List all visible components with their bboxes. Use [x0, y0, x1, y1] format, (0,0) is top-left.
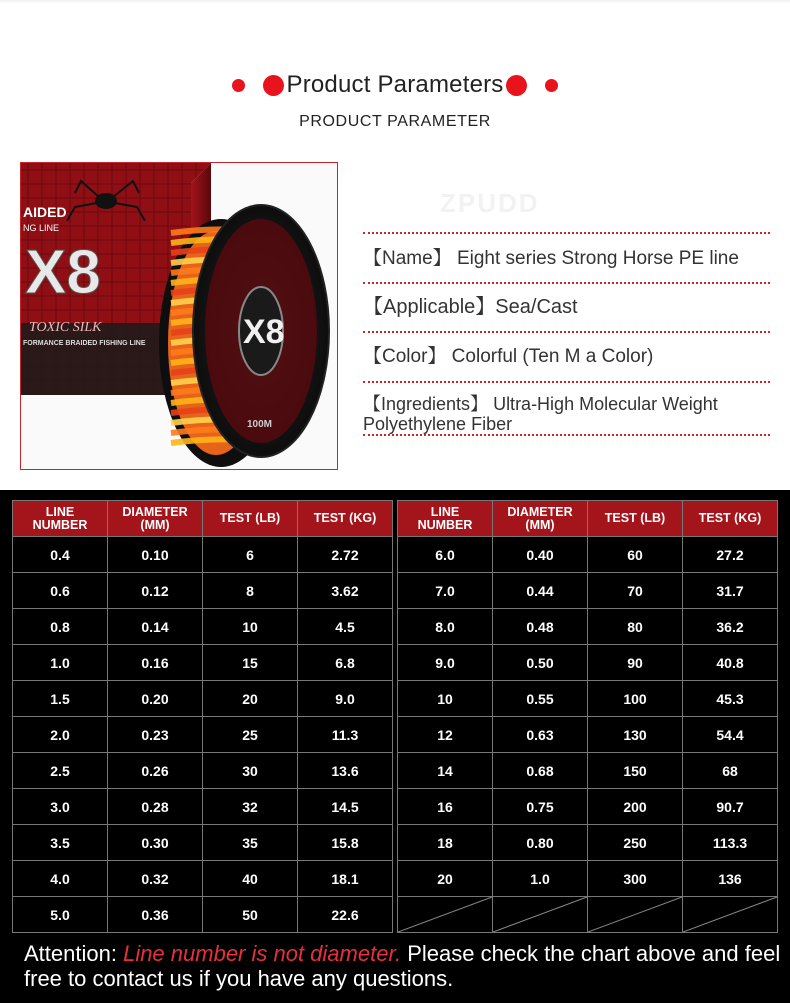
table-cell: 16	[398, 789, 493, 825]
table-cell: 27.2	[683, 537, 778, 573]
spec-table-panel	[0, 490, 790, 1003]
table-cell: 40	[203, 861, 298, 897]
attention-highlight: Line number is not diameter.	[123, 941, 402, 966]
page-title: Product Parameters	[286, 71, 504, 98]
table-cell: 40.8	[683, 645, 778, 681]
param-divider	[363, 434, 770, 436]
header-cell: DIAMETER (MM)	[493, 501, 588, 537]
table-cell: 30	[203, 753, 298, 789]
empty-cell	[493, 897, 588, 933]
table-cell: 130	[588, 717, 683, 753]
table-cell: 10	[398, 681, 493, 717]
table-cell: 25	[203, 717, 298, 753]
table-cell: 0.12	[108, 573, 203, 609]
header-cell: TEST (LB)	[203, 501, 298, 537]
table-cell: 0.80	[493, 825, 588, 861]
param-ingredients	[363, 394, 773, 434]
param-divider	[363, 282, 770, 284]
table-cell: 0.16	[108, 645, 203, 681]
table-cell: 0.28	[108, 789, 203, 825]
param-divider	[363, 381, 770, 383]
table-cell: 45.3	[683, 681, 778, 717]
table-cell: 0.6	[13, 573, 108, 609]
empty-cell	[398, 897, 493, 933]
table-cell: 70	[588, 573, 683, 609]
spool-brand: X8	[243, 313, 285, 351]
attention-rest: Please check the chart above and feel free to contact us if you have any questions.	[24, 941, 781, 991]
top-divider	[0, 0, 790, 3]
table-cell: 18.1	[298, 861, 393, 897]
box-text-2: NG LINE	[23, 223, 60, 233]
param-name-label: 【Name】	[363, 248, 452, 269]
box-text-1: AIDED	[23, 204, 67, 220]
param-ingredients-value: Ultra-High Molecular Weight Polyethylene Fiber	[363, 394, 718, 434]
table-cell: 4.5	[298, 609, 393, 645]
table-cell: 36.2	[683, 609, 778, 645]
header-cell: LINE NUMBER	[13, 501, 108, 537]
table-cell: 8	[203, 573, 298, 609]
decor-dot-big-left	[263, 75, 284, 96]
header-cell: TEST (KG)	[683, 501, 778, 537]
param-name	[363, 248, 773, 269]
table-cell: 0.40	[493, 537, 588, 573]
table-cell: 0.4	[13, 537, 108, 573]
table-cell: 2.0	[13, 717, 108, 753]
spec-table-left	[12, 500, 393, 933]
table-cell: 150	[588, 753, 683, 789]
table-cell: 0.68	[493, 753, 588, 789]
table-cell: 80	[588, 609, 683, 645]
box-series: TOXIC SILK	[29, 320, 102, 335]
table-cell: 6.0	[398, 537, 493, 573]
table-cell: 50	[203, 897, 298, 933]
spec-table-right	[397, 500, 778, 933]
table-cell: 3.5	[13, 825, 108, 861]
table-cell: 0.75	[493, 789, 588, 825]
table-cell: 136	[683, 861, 778, 897]
table-cell: 20	[398, 861, 493, 897]
param-color-label: 【Color】	[363, 346, 447, 367]
header-cell: TEST (LB)	[588, 501, 683, 537]
table-cell: 8.0	[398, 609, 493, 645]
table-cell: 1.5	[13, 681, 108, 717]
table-cell: 0.14	[108, 609, 203, 645]
table-cell: 0.63	[493, 717, 588, 753]
table-cell: 300	[588, 861, 683, 897]
spool-text: 100M	[247, 419, 273, 430]
table-cell: 0.48	[493, 609, 588, 645]
table-cell: 6.8	[298, 645, 393, 681]
table-cell: 200	[588, 789, 683, 825]
table-cell: 35	[203, 825, 298, 861]
table-cell: 20	[203, 681, 298, 717]
table-cell: 7.0	[398, 573, 493, 609]
table-cell: 9.0	[298, 681, 393, 717]
box-brand: X8	[25, 238, 101, 307]
param-applicable	[363, 297, 773, 318]
table-cell: 0.50	[493, 645, 588, 681]
table-cell: 0.26	[108, 753, 203, 789]
table-cell: 90	[588, 645, 683, 681]
table-cell: 100	[588, 681, 683, 717]
table-cell: 15.8	[298, 825, 393, 861]
table-cell: 0.8	[13, 609, 108, 645]
table-cell: 0.23	[108, 717, 203, 753]
table-cell: 6	[203, 537, 298, 573]
param-divider	[363, 331, 770, 333]
decor-dot-small-left	[232, 79, 245, 92]
table-cell: 12	[398, 717, 493, 753]
table-cell: 14	[398, 753, 493, 789]
table-cell: 0.36	[108, 897, 203, 933]
spool-illustration	[159, 205, 329, 467]
header-cell: DIAMETER (MM)	[108, 501, 203, 537]
section-title	[0, 68, 790, 102]
table-cell: 11.3	[298, 717, 393, 753]
box-tagline: FORMANCE BRAIDED FISHING LINE	[23, 340, 146, 347]
table-cell: 2.5	[13, 753, 108, 789]
table-cell: 5.0	[13, 897, 108, 933]
table-cell: 3.0	[13, 789, 108, 825]
table-cell: 18	[398, 825, 493, 861]
attention-note	[24, 941, 784, 991]
empty-cell	[588, 897, 683, 933]
table-cell: 14.5	[298, 789, 393, 825]
attention-label: Attention:	[24, 941, 124, 966]
table-cell: 1.0	[493, 861, 588, 897]
table-cell: 0.32	[108, 861, 203, 897]
table-cell: 60	[588, 537, 683, 573]
table-cell: 4.0	[13, 861, 108, 897]
table-cell: 15	[203, 645, 298, 681]
table-cell: 0.20	[108, 681, 203, 717]
table-cell: 90.7	[683, 789, 778, 825]
table-cell: 10	[203, 609, 298, 645]
table-cell: 0.44	[493, 573, 588, 609]
param-divider	[363, 232, 770, 234]
table-cell: 13.6	[298, 753, 393, 789]
table-cell: 1.0	[13, 645, 108, 681]
decor-dot-small-right	[545, 79, 558, 92]
param-applicable-label: 【Applicable】	[363, 296, 496, 318]
table-cell: 68	[683, 753, 778, 789]
table-cell: 113.3	[683, 825, 778, 861]
table-cell: 0.30	[108, 825, 203, 861]
table-cell: 22.6	[298, 897, 393, 933]
param-name-value: Eight series Strong Horse PE line	[451, 248, 739, 269]
watermark-ghost: ZPUDD	[440, 188, 540, 218]
empty-cell	[683, 897, 778, 933]
product-image	[20, 162, 338, 470]
param-color	[363, 346, 773, 367]
table-cell: 54.4	[683, 717, 778, 753]
header-cell: LINE NUMBER	[398, 501, 493, 537]
table-cell: 31.7	[683, 573, 778, 609]
param-applicable-value: Sea/Cast	[495, 296, 578, 318]
table-cell: 32	[203, 789, 298, 825]
table-cell: 0.10	[108, 537, 203, 573]
table-cell: 250	[588, 825, 683, 861]
table-cell: 9.0	[398, 645, 493, 681]
table-cell: 3.62	[298, 573, 393, 609]
decor-dot-big-right	[506, 75, 527, 96]
page-subtitle: PRODUCT PARAMETER	[299, 113, 491, 130]
table-cell: 0.55	[493, 681, 588, 717]
product-illustration	[21, 163, 337, 469]
param-color-value: Colorful (Ten M a Color)	[446, 346, 654, 367]
param-ingredients-label: 【Ingredients】	[363, 394, 489, 414]
table-cell: 2.72	[298, 537, 393, 573]
header-cell: TEST (KG)	[298, 501, 393, 537]
